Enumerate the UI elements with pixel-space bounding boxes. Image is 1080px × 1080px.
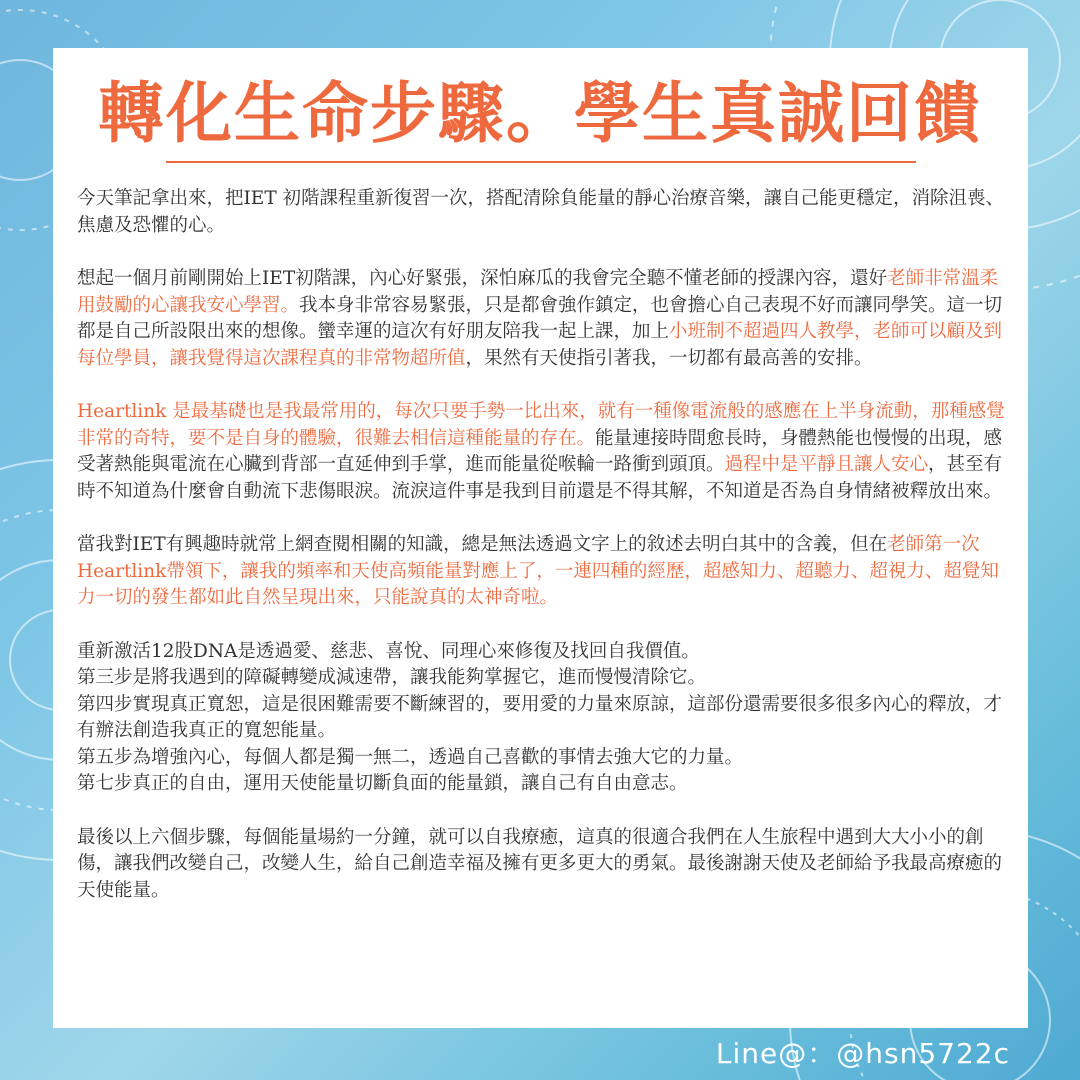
- testimonial-body: [77, 186, 1007, 931]
- line-contact: Line@：@hsn5722c: [715, 1037, 1010, 1070]
- body-text: 重新激活12股DNA是透過愛、慈悲、喜悅、同理心來修復及找回自我價值。: [77, 640, 700, 662]
- highlighted-text: Heartlink 是最基礎也是我最常用的，每次只要手勢一比出來，就有一種像電流般的感應在上半身流動，那種感覺非常的奇特，要不是自身的體驗，很難去相信這種能量的存在。: [77, 401, 1005, 449]
- paragraph: [77, 266, 1007, 372]
- highlighted-text: 過程中是平靜且讓人安心: [724, 454, 929, 475]
- body-text: 第五步為增強內心，每個人都是獨一無二，透過自己喜歡的事情去強大它的力量。: [77, 746, 744, 768]
- paragraph: [77, 186, 1007, 239]
- body-text: 想起一個月前剛開始上IET初階課，內心好緊張，深怕麻瓜的我會完全聽不懂老師的授課內容，還好: [77, 268, 888, 289]
- page-title: 轉化生命步驟。學生真誠回饋: [98, 74, 982, 152]
- body-text: 我本身非常容易緊張，只是都會強作鎮定，也會擔心自己表現不好而讓同學笑。這一切都是自己所設限出來的想像。蠻幸運的這次有好朋友陪我一起上課，加上: [77, 294, 1003, 342]
- paragraph: [77, 639, 1007, 798]
- body-text: 今天筆記拿出來，把IET 初階課程重新復習一次，搭配清除負能量的靜心治療音樂，讓自己能更穩定，消除沮喪、焦慮及恐懼的心。: [77, 188, 1005, 236]
- body-text: 第七步真正的自由，運用天使能量切斷負面的能量鎖，讓自己有自由意志。: [77, 773, 688, 794]
- body-text: ，甚至有時不知道為什麼會自動流下悲傷眼淚。流淚這件事是我到目前還是不得其解，不知道是否為自身情緒被釋放出來。: [77, 454, 1003, 502]
- highlighted-text: 小班制不超過四人教學，老師可以顧及到每位學員，讓我覺得這次課程真的非常物超所值: [77, 321, 1003, 369]
- body-text: ，果然有天使指引著我，一切都有最高善的安排。: [465, 347, 873, 369]
- paragraph: [77, 532, 1007, 612]
- highlighted-text: 老師第一次Heartlink帶領下，讓我的頻率和天使高頻能量對應上了，一連四種的經歷，超感知力、超聽力、超視力、超覺知力一切的發生都如此自然呈現出來，只能說真的太神奇啦。: [77, 534, 999, 608]
- body-text: 第四步實現真正寬恕，這是很困難需要不斷練習的，要用愛的力量來原諒，這部份還需要很多很多內心的釋放，才有辦法創造我真正的寬恕能量。: [77, 693, 1003, 741]
- body-text: 能量連接時間愈長時，身體熱能也慢慢的出現，感受著熱能與電流在心臟到背部一直延伸到手掌，進而能量從喉輪一路衝到頭頂。: [77, 427, 1003, 475]
- highlighted-text: 老師非常溫柔用鼓勵的心讓我安心學習。: [77, 268, 999, 316]
- paragraph: [77, 825, 1007, 905]
- title-divider: [166, 161, 916, 163]
- body-text: 當我對IET有興趣時就常上網查閱相關的知識，總是無法透過文字上的敘述去明白其中的含義，但在: [77, 534, 888, 555]
- body-text: 第三步是將我遇到的障礙轉變成減速帶，讓我能夠掌握它，進而慢慢清除它。: [77, 667, 707, 688]
- body-text: 最後以上六個步驟，每個能量場約一分鐘，就可以自我療癒，這真的很適合我們在人生旅程中遇到大大小小的創傷，讓我們改變自己，改變人生，給自己創造幸福及擁有更多更大的勇氣。最後謝謝天使及老師給予我最高療癒的天使能量。: [77, 826, 1003, 901]
- paragraph: [77, 399, 1007, 505]
